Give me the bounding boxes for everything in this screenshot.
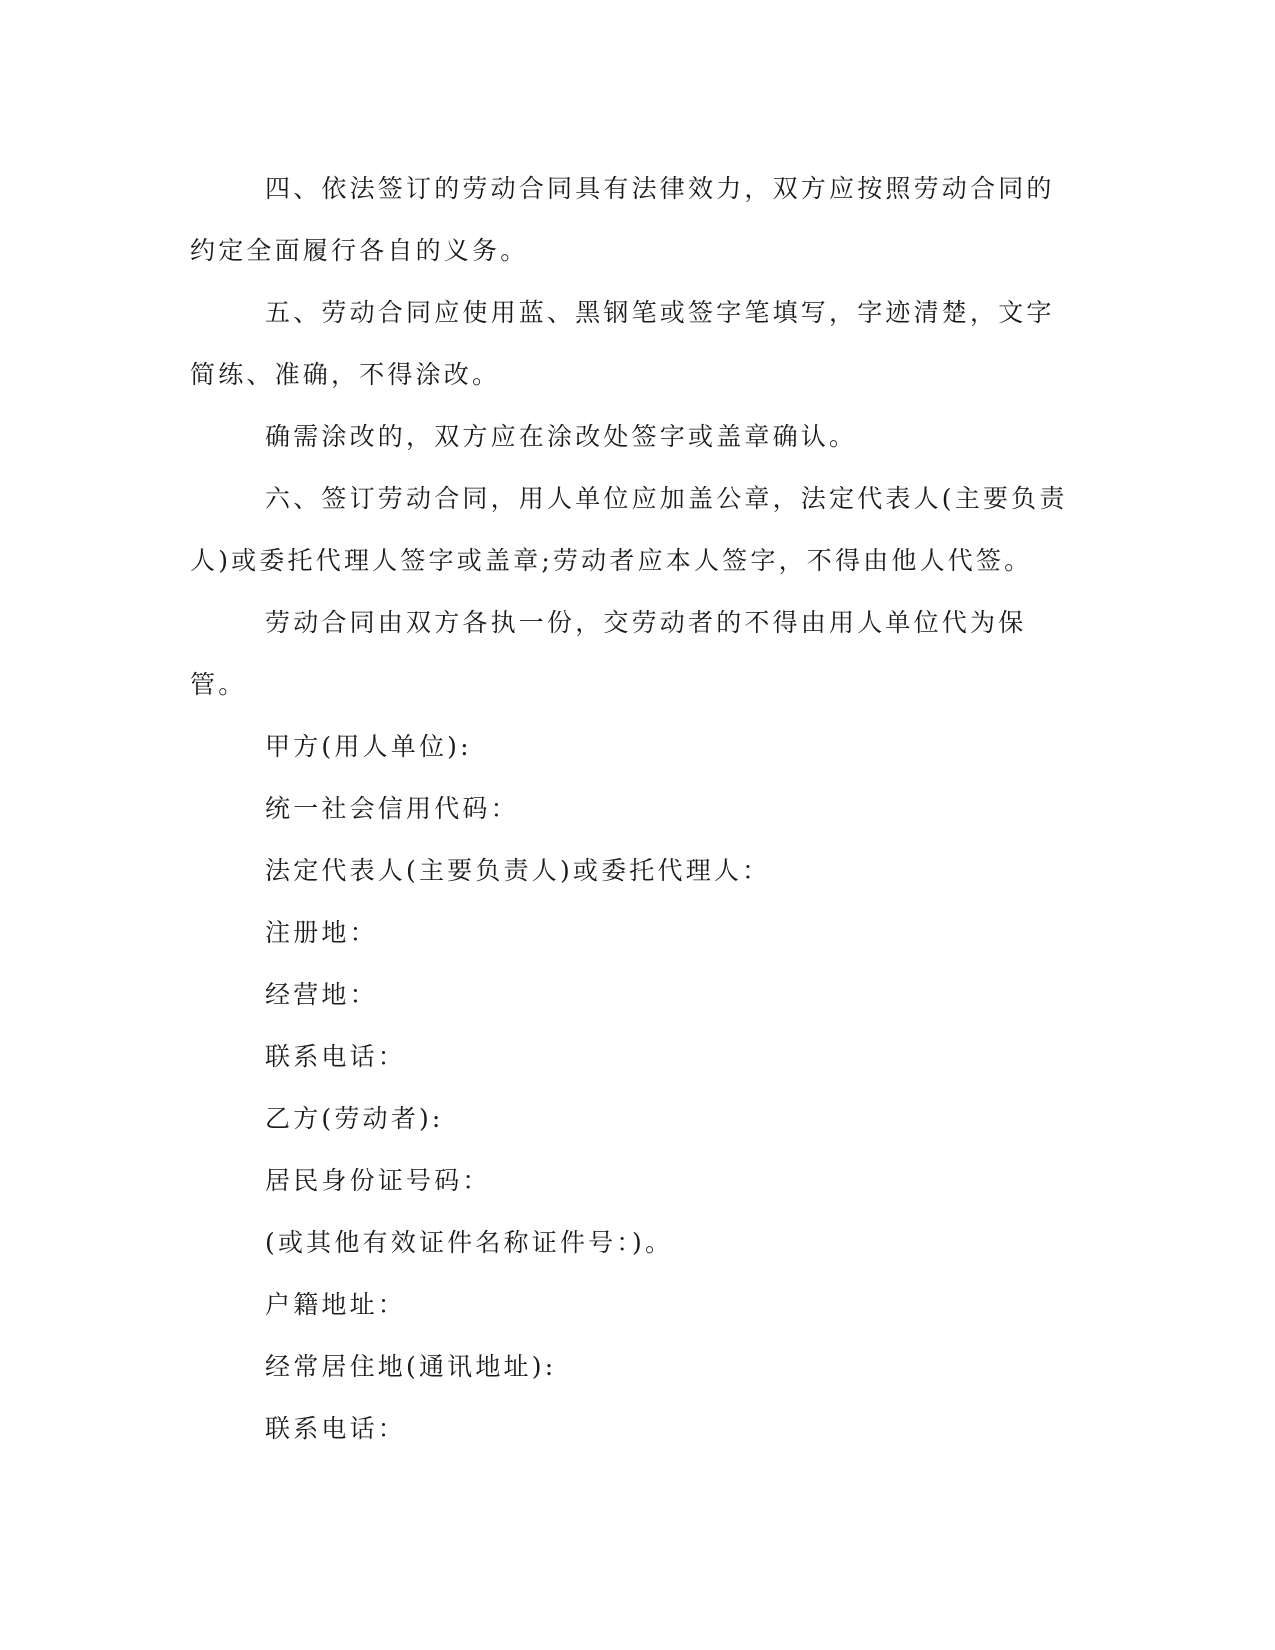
party-a-registered-address: 注册地： — [265, 918, 378, 947]
party-b-household-address: 户籍地址： — [265, 1290, 407, 1319]
party-b-other-id: (或其他有效证件名称证件号：)。 — [265, 1228, 674, 1257]
party-a-business-address: 经营地： — [265, 980, 378, 1009]
party-b-residence-address: 经常居住地(通讯地址): — [265, 1352, 557, 1381]
clause-five-correction: 确需涂改的，双方应在涂改处签字或盖章确认。 — [265, 422, 858, 451]
party-b-title: 乙方(劳动者): — [265, 1104, 444, 1133]
party-a-credit-code: 统一社会信用代码： — [265, 794, 519, 823]
party-b-id-number: 居民身份证号码： — [265, 1166, 491, 1195]
party-b-phone: 联系电话： — [265, 1414, 407, 1443]
party-a-representative: 法定代表人(主要负责人)或委托代理人： — [265, 856, 771, 885]
clause-six: 六、签订劳动合同，用人单位应加盖公章，法定代表人(主要负责人)或委托代理人签字或盖章;劳动者应本人签字，不得由他人代签。 — [190, 484, 1068, 575]
party-a-phone: 联系电话： — [265, 1042, 407, 1071]
clause-five: 五、劳动合同应使用蓝、黑钢笔或签字笔填写，字迹清楚，文字简练、准确，不得涂改。 — [190, 298, 1055, 389]
clause-six-copies: 劳动合同由双方各执一份，交劳动者的不得由用人单位代为保管。 — [190, 608, 1027, 699]
party-a-title: 甲方(用人单位): — [265, 732, 472, 761]
document-body — [190, 158, 1070, 1460]
clause-four: 四、依法签订的劳动合同具有法律效力，双方应按照劳动合同的约定全面履行各自的义务。 — [190, 174, 1055, 265]
